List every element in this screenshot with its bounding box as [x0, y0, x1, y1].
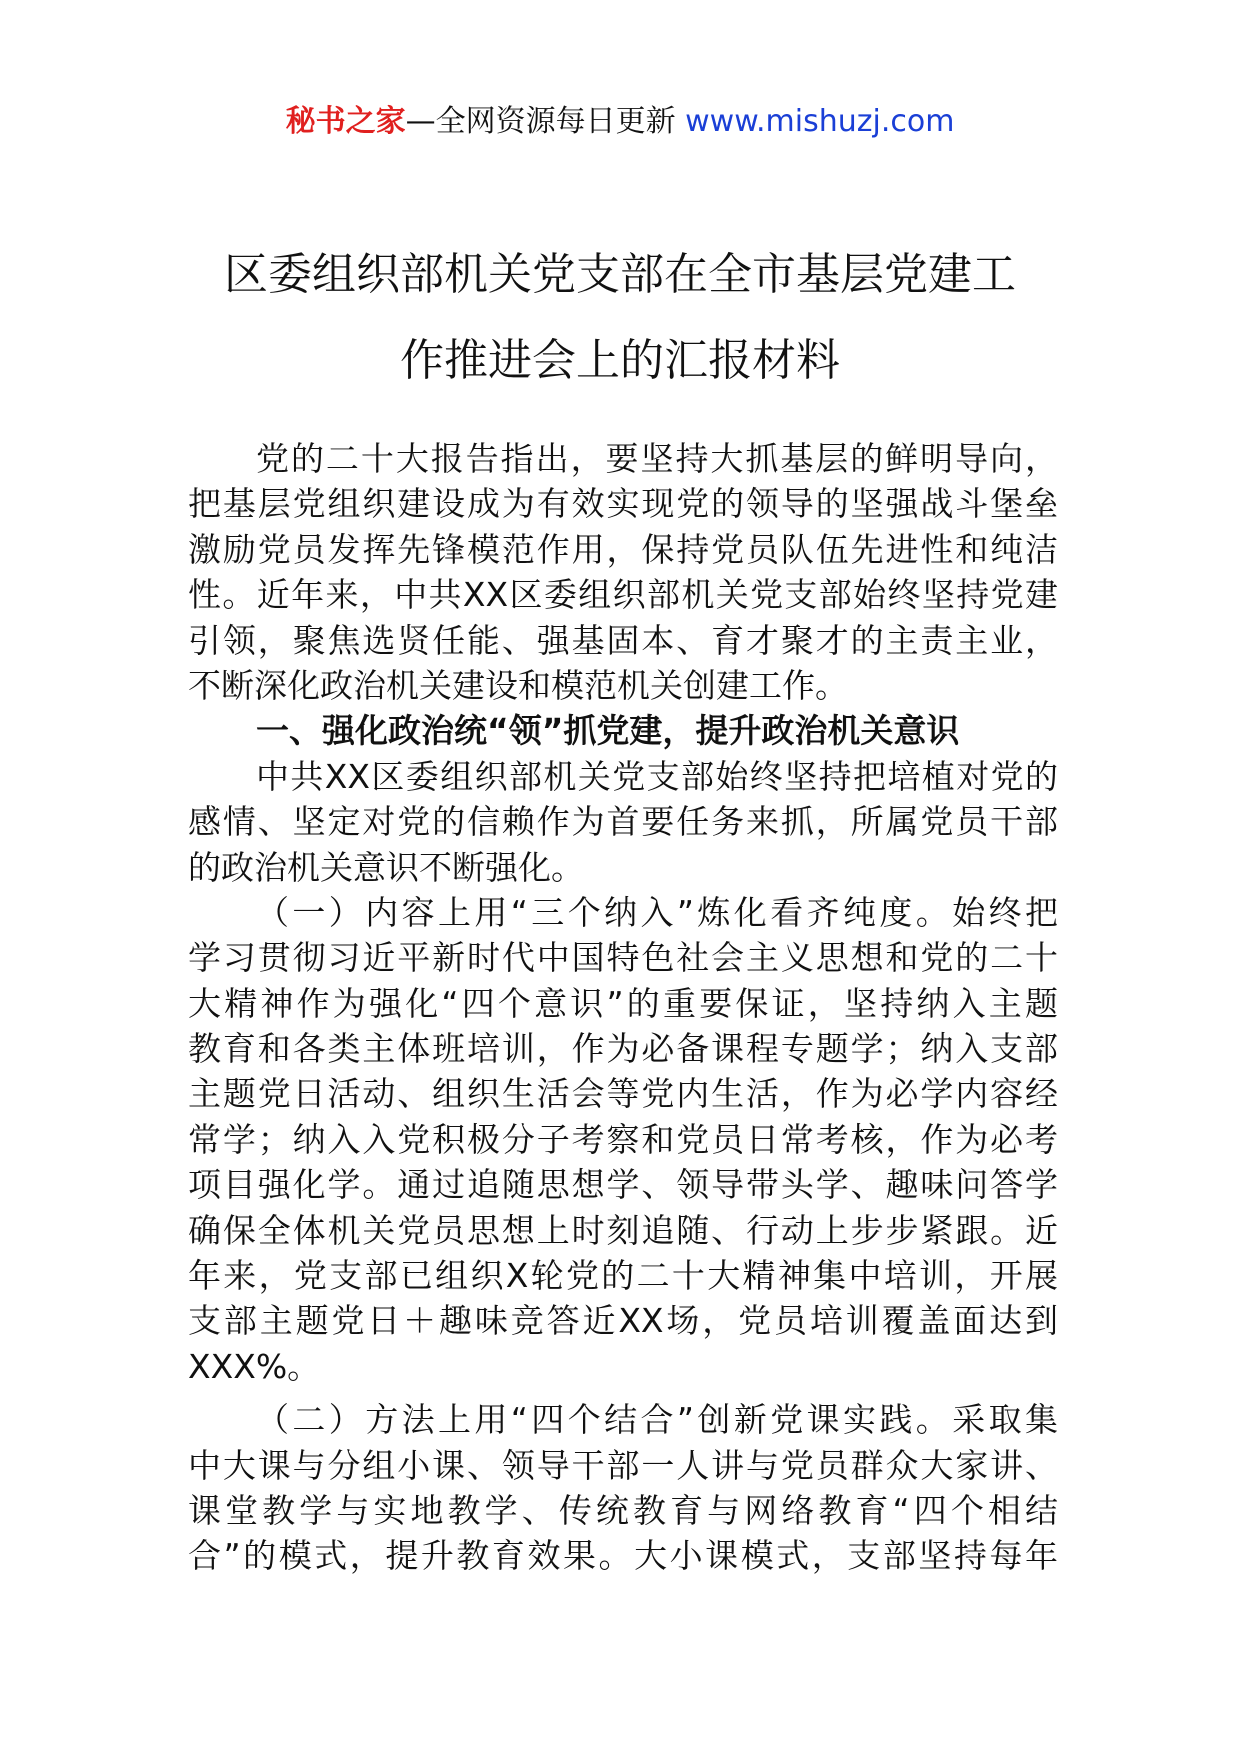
body-text-line: 不断深化政治机关建设和模范机关创建工作。: [188, 665, 848, 705]
body-text-line: 引领，聚焦选贤任能、强基固本、育才聚才的主责主业，: [188, 620, 1058, 660]
site-tagline: —全网资源每日更新: [405, 104, 676, 139]
body-text-line: 课堂教学与实地教学、传统教育与网络教育“四个相结: [188, 1490, 1058, 1530]
site-brand: 秘书之家: [285, 104, 406, 139]
body-text-line: 合”的模式，提升教育效果。大小课模式，支部坚持每年: [188, 1536, 1058, 1576]
body-text-line: 中大课与分组小课、领导干部一人讲与党员群众大家讲、: [188, 1445, 1058, 1485]
body-text-line: 把基层党组织建设成为有效实现党的领导的坚强战斗堡垒: [188, 484, 1058, 524]
body-text-line: （二）方法上用“四个结合”创新党课实践。采取集: [256, 1400, 1058, 1440]
document-body: [188, 436, 1058, 1579]
document-title: [170, 232, 1070, 404]
body-text-line: 性。近年来，中共XX区委组织部机关党支部始终坚持党建: [188, 575, 1058, 615]
body-text-line: 支部主题党日＋趣味竞答近XX场，党员培训覆盖面达到: [188, 1301, 1058, 1341]
section-heading-line: 一、强化政治统“领”抓党建，提升政治机关意识: [256, 711, 960, 751]
body-text-line: 教育和各类主体班培训，作为必备课程专题学；纳入支部: [188, 1029, 1058, 1069]
body-text-line: 中共XX区委组织部机关党支部始终坚持把培植对党的: [256, 756, 1058, 796]
body-text-line: 常学；纳入入党积极分子考察和党员日常考核，作为必考: [188, 1119, 1058, 1159]
document-title-line: 作推进会上的汇报材料: [400, 335, 840, 386]
body-text-line: 的政治机关意识不断强化。: [188, 847, 584, 887]
site-url-link[interactable]: www.mishuzj.com: [685, 104, 955, 139]
body-text-line: （一）内容上用“三个纳入”炼化看齐纯度。始终把: [256, 892, 1058, 932]
body-text-line: 学习贯彻习近平新时代中国特色社会主义思想和党的二十: [188, 938, 1058, 978]
body-text-line: 感情、坚定对党的信赖作为首要任务来抓，所属党员干部: [188, 802, 1058, 842]
body-text-line: 大精神作为强化“四个意识”的重要保证，坚持纳入主题: [188, 983, 1058, 1023]
body-text-line: 党的二十大报告指出，要坚持大抓基层的鲜明导向，: [256, 439, 1058, 478]
document-title-line: 区委组织部机关党支部在全市基层党建工: [224, 249, 1016, 300]
body-text-line: 项目强化学。通过追随思想学、领导带头学、趣味问答学: [188, 1165, 1058, 1205]
body-text-line: 主题党日活动、组织生活会等党内生活，作为必学内容经: [188, 1074, 1058, 1114]
site-banner: [0, 102, 1240, 142]
body-text-line: 年来，党支部已组织X轮党的二十大精神集中培训，开展: [188, 1256, 1058, 1296]
body-text-line: 激励党员发挥先锋模范作用，保持党员队伍先进性和纯洁: [188, 529, 1058, 569]
body-text-line: 确保全体机关党员思想上时刻追随、行动上步步紧跟。近: [188, 1210, 1058, 1250]
body-text-line: XXX%。: [188, 1346, 321, 1386]
